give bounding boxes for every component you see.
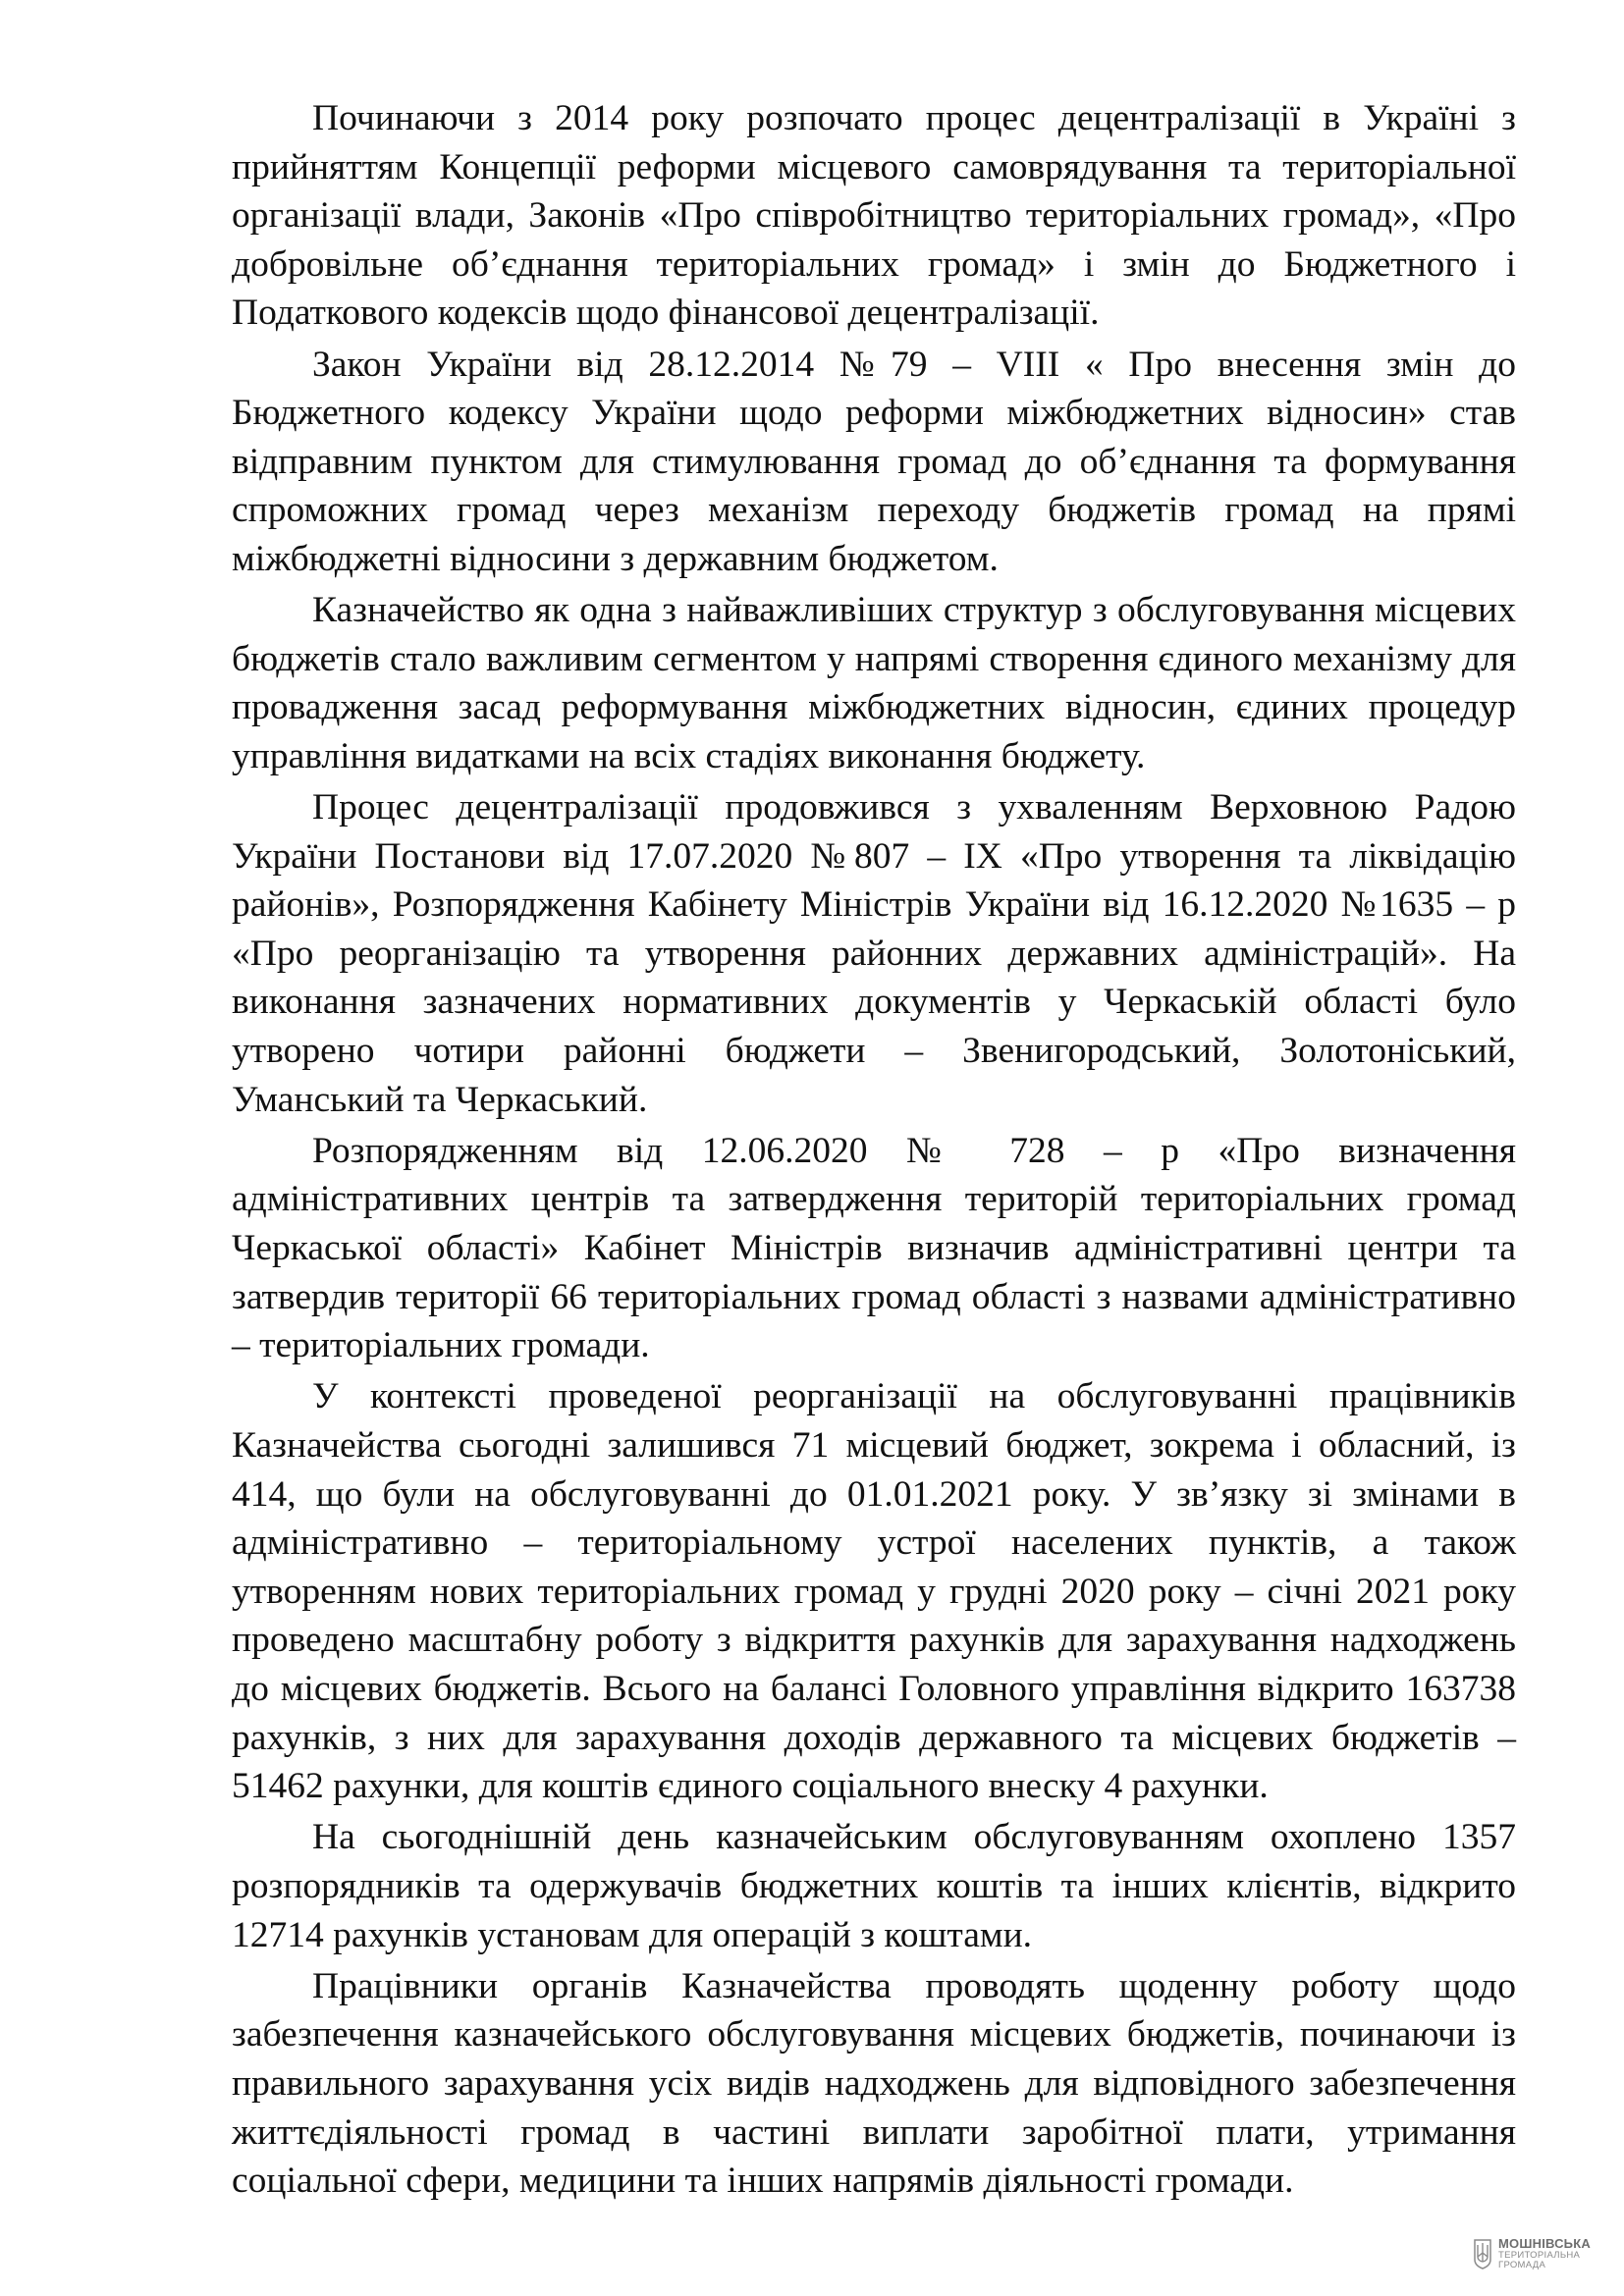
watermark-line-2: ТЕРИТОРІАЛЬНА — [1498, 2249, 1581, 2261]
paragraph-districts-resolution: Процес децентралізації продовжився з ухваленням Верховною Радою України Постанови від 17.07.2020 №807 – IX «Про утворення та ліквідацію районів», Розпорядження Кабінету Міністрів України від 16.12.2020 №1635 – р «Про реорганізацію та утворення районних державних адміністрацій». На виконання зазначених нормативних документів у Черкаській області було утворено чотири районні бюджети – Звенигородський, Золотоніський, Уманський та Черкаський. — [232, 787, 1516, 1120]
paragraph-administrative-centers: Розпорядженням від 12.06.2020 № 728 – р «Про визначення адміністративних центрів та затвердження територій територіальних громад Черкаської області» Кабінет Міністрів визначив адміністративні центри та затвердив території 66 територіальних громад області з назвами адміністративно – територіальних громади. — [232, 1130, 1516, 1366]
paragraph-decentralization-start: Починаючи з 2014 року розпочато процес децентралізації в Україні з прийняттям Концепції реформи місцевого самоврядування та територіальної організації влади, Законів «Про співробітництво територіальних громад», «Про добровільне об’єднання територіальних громад» і змін до Бюджетного і Податкового кодексів щодо фінансової децентралізації. — [232, 98, 1516, 334]
watermark-line-1: МОШНІВСЬКА — [1498, 2236, 1591, 2252]
paragraph-budget-code-law: Закон України від 28.12.2014 №79 – VIII « Про внесення змін до Бюджетного кодексу України щодо реформи міжбюджетних відносин» став відправним пунктом для стимулювання громад до об’єднання та формування спроможних громад через механізм переходу бюджетів громад на прямі міжбюджетні відносини з державним бюджетом. — [232, 344, 1516, 579]
paragraph-daily-work: Працівники органів Казначейства проводять щоденну роботу щодо забезпечення казначейського обслуговування місцевих бюджетів, починаючи із правильного зарахування усіх видів надходжень для відповідного забезпечення життєдіяльності громад в частині виплати заробітної плати, утримання соціальної сфери, медицини та інших напрямів діяльності громади. — [232, 1965, 1516, 2202]
watermark-text — [1498, 2237, 1591, 2270]
community-watermark — [1473, 2224, 1620, 2283]
watermark-line-3: ГРОМАДА — [1498, 2259, 1546, 2270]
paragraph-reorganization-accounts: У контексті проведеної реорганізації на обслуговуванні працівників Казначейства сьогодні залишився 71 місцевий бюджет, зокрема і обласний, із 414, що були на обслуговуванні до 01.01.2021 року. У зв’язку зі змінами в адміністративно – територіальному устрої населених пунктів, а також утворенням нових територіальних громад у грудні 2020 року – січні 2021 року проведено масштабну роботу з відкриття рахунків для зарахування надходжень до місцевих бюджетів. Всього на балансі Головного управління відкрито 163738 рахунків, з них для зарахування доходів державного та місцевих бюджетів – 51462 рахунки, для коштів єдиного соціального внеску 4 рахунки. — [232, 1376, 1516, 1807]
trident-icon — [1473, 2238, 1492, 2269]
document-body — [232, 94, 1516, 2208]
paragraph-current-service: На сьогоднішній день казначейським обслуговуванням охоплено 1357 розпорядників та одержувачів бюджетних коштів та інших клієнтів, відкрито 12714 рахунків установам для операцій з коштами. — [232, 1817, 1516, 1955]
paragraph-treasury-role: Казначейство як одна з найважливіших структур з обслуговування місцевих бюджетів стало важливим сегментом у напрямі створення єдиного механізму для провадження засад реформування міжбюджетних відносин, єдиних процедур управління видатками на всіх стадіях виконання бюджету. — [232, 590, 1516, 776]
